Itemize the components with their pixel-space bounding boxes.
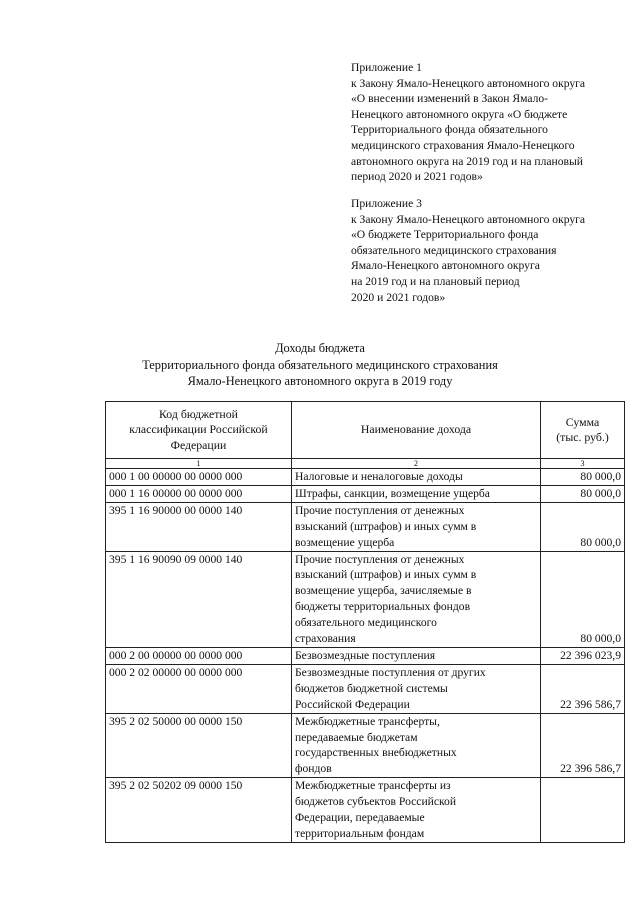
- header-code: [106, 402, 292, 459]
- table-row: [106, 551, 625, 647]
- appendix-1-line: к Закону Ямало-Ненецкого автономного округа: [351, 76, 586, 90]
- amount-cell: 22 396 586,7: [541, 713, 625, 778]
- table-row: [106, 469, 625, 486]
- income-name-line: Прочие поступления от денежных: [295, 552, 465, 566]
- income-name-line: Федерации, передаваемые: [295, 811, 425, 825]
- income-name-line: Налоговые и неналоговые доходы: [295, 470, 463, 483]
- income-name-line: страхования: [295, 632, 356, 646]
- income-name-line: Межбюджетные трансферты,: [295, 714, 440, 728]
- income-name-cell: [292, 551, 541, 647]
- income-name-line: обязательного медицинского: [295, 616, 437, 630]
- column-number-row: [106, 459, 625, 469]
- header-code-line: Федерации: [170, 437, 227, 452]
- amount-cell: [541, 778, 625, 843]
- appendix-1-line: «О внесении изменений в Закон Ямало-: [351, 92, 549, 106]
- income-name-line: возмещение ущерба, зачисляемые в: [295, 584, 472, 598]
- income-name-cell: [292, 778, 541, 843]
- table-row: [106, 485, 625, 502]
- header-code-line: Код бюджетной: [159, 406, 238, 421]
- amount-cell: 80 000,0: [541, 469, 625, 486]
- appendix-3-line: 2020 и 2021 годов»: [351, 290, 446, 304]
- amount-cell: 80 000,0: [541, 502, 625, 551]
- appendix-3-block: [351, 196, 631, 305]
- document-title-line: Доходы бюджета: [275, 341, 365, 355]
- appendix-1-line: медицинского страхования Ямало-Ненецкого: [351, 138, 575, 152]
- appendix-3-line: обязательного медицинского страхования: [351, 243, 557, 257]
- income-name-line: передаваемые бюджетам: [295, 730, 418, 744]
- appendix-3-line: Ямало-Ненецкого автономного округа: [351, 259, 540, 273]
- income-name-cell: [292, 647, 541, 664]
- appendix-3-line: к Закону Ямало-Ненецкого автономного округа: [351, 212, 586, 226]
- income-name-cell: [292, 664, 541, 713]
- income-name-line: бюджеты территориальных фондов: [295, 600, 471, 614]
- appendix-1-line: Ненецкого автономного округа «О бюджете: [351, 107, 568, 121]
- budget-code-cell: 000 1 00 00000 00 0000 000: [106, 469, 292, 486]
- income-name-cell: [292, 502, 541, 551]
- budget-code-cell: 000 1 16 00000 00 0000 000: [106, 485, 292, 502]
- income-name-line: государственных внебюджетных: [295, 746, 457, 760]
- amount-cell: 22 396 023,9: [541, 647, 625, 664]
- income-name-line: Российской Федерации: [295, 697, 410, 711]
- appendix-1-block: [351, 60, 631, 185]
- income-name-line: Прочие поступления от денежных: [295, 503, 465, 517]
- income-name-line: бюджетов субъектов Российской: [295, 795, 457, 809]
- appendix-1-line: период 2020 и 2021 годов»: [351, 170, 483, 184]
- budget-code-cell: 395 1 16 90000 00 0000 140: [106, 502, 292, 551]
- income-name-line: взысканий (штрафов) и иных сумм в: [295, 519, 477, 533]
- table-row: [106, 778, 625, 843]
- appendix-3-line: «О бюджете Территориального фонда: [351, 228, 539, 242]
- document-title: [0, 340, 640, 390]
- appendix-1-line: автономного округа на 2019 год и на плановый: [351, 154, 584, 168]
- income-name-cell: [292, 713, 541, 778]
- document-title-line: Территориального фонда обязательного медицинского страхования: [142, 357, 498, 372]
- column-number: 1: [106, 459, 292, 469]
- amount-cell: 80 000,0: [541, 485, 625, 502]
- income-name-line: Безвозмездные поступления от других: [295, 665, 486, 679]
- header-amount-line: (тыс. руб.): [556, 430, 609, 444]
- table-row: [106, 713, 625, 778]
- table-row: [106, 647, 625, 664]
- header-amount: [541, 402, 625, 459]
- income-name-line: фондов: [295, 762, 332, 776]
- amount-cell: 22 396 586,7: [541, 664, 625, 713]
- income-name-line: территориальным фондам: [295, 826, 425, 840]
- column-number: 3: [541, 459, 625, 469]
- header-name: Наименование дохода: [292, 402, 541, 459]
- income-name-line: взысканий (штрафов) и иных сумм в: [295, 568, 477, 582]
- appendix-3-line: на 2019 год и на плановый период: [351, 274, 520, 288]
- budget-income-table: [105, 401, 625, 843]
- income-name-line: Межбюджетные трансферты из: [295, 779, 451, 793]
- header-code-line: классификации Российской: [129, 422, 268, 437]
- budget-code-cell: 000 2 02 00000 00 0000 000: [106, 664, 292, 713]
- column-number: 2: [292, 459, 541, 469]
- budget-code-cell: 395 2 02 50202 09 0000 150: [106, 778, 292, 843]
- appendix-3-line: Приложение 3: [351, 197, 422, 210]
- income-name-cell: [292, 469, 541, 486]
- budget-code-cell: 395 1 16 90090 09 0000 140: [106, 551, 292, 647]
- header-amount-line: Сумма: [565, 414, 600, 429]
- income-name-line: Штрафы, санкции, возмещение ущерба: [295, 486, 490, 500]
- amount-cell: 80 000,0: [541, 551, 625, 647]
- income-name-line: Безвозмездные поступления: [295, 648, 436, 662]
- income-name-line: бюджетов бюджетной системы: [295, 681, 448, 695]
- table-header-row: [106, 402, 625, 459]
- appendix-1-line: Приложение 1: [351, 61, 422, 74]
- document-title-line: Ямало-Ненецкого автономного округа в 2019 году: [187, 374, 453, 388]
- table-row: [106, 664, 625, 713]
- income-name-line: возмещение ущерба: [295, 535, 395, 549]
- table-row: [106, 502, 625, 551]
- appendix-1-line: Территориального фонда обязательного: [351, 123, 548, 137]
- income-name-cell: [292, 485, 541, 502]
- budget-code-cell: 395 2 02 50000 00 0000 150: [106, 713, 292, 778]
- budget-code-cell: 000 2 00 00000 00 0000 000: [106, 647, 292, 664]
